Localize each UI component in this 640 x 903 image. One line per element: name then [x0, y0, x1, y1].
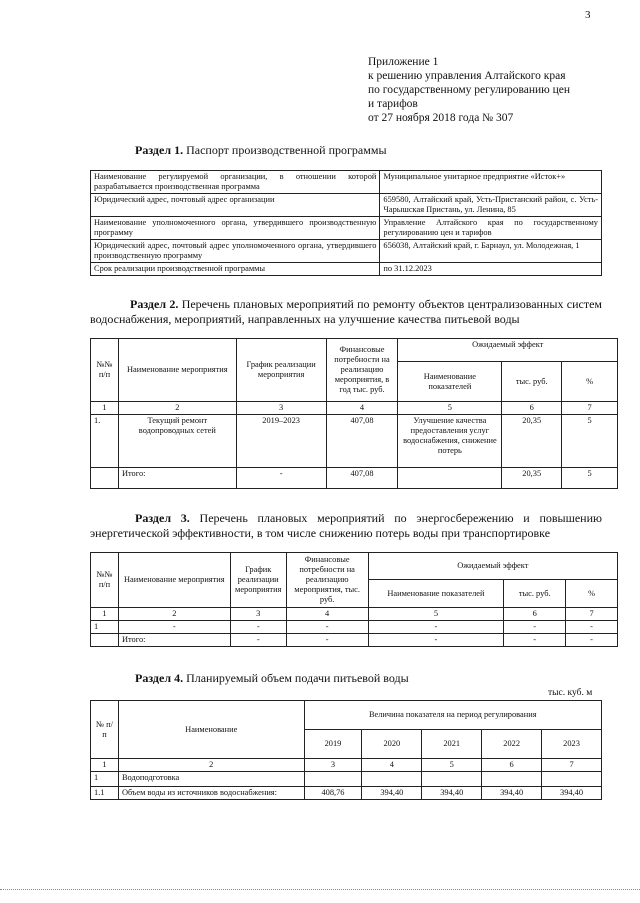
total-pct: 5 [562, 468, 618, 489]
page-bottom-divider [0, 889, 640, 890]
row-name: Текущий ремонт водопроводных сетей [118, 415, 236, 468]
table-row [91, 787, 602, 800]
row-indicator: Улучшение качества предоставления услуг водоснабжения, снижение потерь [398, 415, 502, 468]
passport-value: 659580, Алтайский край, Усть-Пристанский район, с. Усть-Чарышская Пристань, ул. Ленина, 85 [380, 194, 602, 217]
passport-value: Управление Алтайского края по государственному регулированию цен и тарифов [380, 217, 602, 240]
header-finance: Финансовые потребности на реализацию мероприятия, тыс. руб. [286, 553, 368, 608]
table-row [91, 171, 602, 194]
passport-value: Муниципальное унитарное предприятие «Исток+» [380, 171, 602, 194]
colnum: 3 [230, 608, 286, 621]
section1-title: Паспорт производственной программы [186, 143, 387, 157]
header-pct: % [566, 580, 618, 608]
row-value: 394,40 [362, 787, 422, 800]
section4-title: Планируемый объем подачи питьевой воды [186, 671, 409, 685]
passport-key: Юридический адрес, почтовый адрес организации [91, 194, 380, 217]
header-thous: тыс. руб. [504, 580, 566, 608]
passport-key: Наименование регулируемой организации, в отношении которой разрабатывается производственная программа [91, 171, 380, 194]
colnum: 3 [236, 402, 326, 415]
colnum: 7 [542, 759, 602, 772]
total-schedule: - [230, 634, 286, 647]
table-row [91, 553, 618, 580]
table-row [91, 468, 618, 489]
colnum: 7 [566, 608, 618, 621]
appendix-line: от 27 ноября 2018 года № 307 [368, 112, 514, 124]
header-year: 2023 [542, 730, 602, 759]
table-row [91, 634, 618, 647]
row-num: 1. [91, 415, 119, 468]
row-pct: 5 [562, 415, 618, 468]
header-schedule: График реализации мероприятия [236, 339, 326, 402]
section1-table [90, 170, 602, 276]
row-num: 1.1 [91, 787, 119, 800]
section2-table [90, 338, 618, 489]
row-value: 394,40 [482, 787, 542, 800]
table-row [91, 608, 618, 621]
header-pct: % [562, 362, 618, 402]
total-label: Итого: [118, 634, 230, 647]
passport-key: Наименование уполномоченного органа, утвердившего производственную программу [91, 217, 380, 240]
header-schedule: График реализации мероприятия [230, 553, 286, 608]
appendix-line: и тарифов [368, 98, 418, 110]
colnum: 3 [304, 759, 362, 772]
header-indicators: Наименование показателей [368, 580, 504, 608]
passport-key: Юридический адрес, почтовый адрес уполномоченного органа, утвердившего производственную программу [91, 240, 380, 263]
total-thous: 20,35 [502, 468, 562, 489]
row-pct: - [566, 621, 618, 634]
row-finance: - [286, 621, 368, 634]
table-row [91, 701, 602, 730]
section2-title: Перечень плановых мероприятий по ремонту объектов централизованных систем водоснабжения, мероприятий, направленных на улучшение качества питьевой воды [90, 297, 602, 326]
row-num: 1 [91, 772, 119, 787]
colnum: 2 [118, 402, 236, 415]
colnum: 2 [118, 608, 230, 621]
colnum: 1 [91, 759, 119, 772]
total-indicator: - [368, 634, 504, 647]
row-value: 394,40 [542, 787, 602, 800]
colnum: 7 [562, 402, 618, 415]
section1-heading [135, 143, 387, 158]
colnum: 2 [118, 759, 304, 772]
appendix-line: Приложение 1 [368, 56, 439, 68]
total-pct: - [566, 634, 618, 647]
header-name: Наименование мероприятия [118, 553, 230, 608]
header-effect: Ожидаемый эффект [398, 339, 618, 362]
section1-label: Раздел 1. [135, 143, 184, 157]
table-row [91, 194, 602, 217]
section4-heading [135, 671, 409, 686]
passport-value: 656038, Алтайский край, г. Барнаул, ул. Молодежная, 1 [380, 240, 602, 263]
header-year: 2021 [422, 730, 482, 759]
table-row [91, 263, 602, 276]
section3-title: Перечень плановых мероприятий по энергосбережению и повышению энергетической эффективности, в том числе снижению потерь воды при транспортировке [90, 511, 602, 540]
colnum: 4 [326, 402, 398, 415]
colnum: 6 [504, 608, 566, 621]
table-row [91, 621, 618, 634]
table-row [91, 772, 602, 787]
row-thous: 20,35 [502, 415, 562, 468]
row-name: Водоподготовка [118, 772, 304, 787]
section2-heading [90, 297, 602, 327]
table-row [91, 759, 602, 772]
unit-label: тыс. куб. м [548, 688, 593, 698]
appendix-line: по государственному регулированию цен [368, 84, 571, 96]
colnum: 6 [502, 402, 562, 415]
colnum: 1 [91, 608, 119, 621]
table-row [91, 217, 602, 240]
row-schedule: 2019–2023 [236, 415, 326, 468]
colnum: 4 [286, 608, 368, 621]
colnum: 1 [91, 402, 119, 415]
row-num: 1 [91, 621, 119, 634]
header-year: 2019 [304, 730, 362, 759]
header-year: 2022 [482, 730, 542, 759]
header-num: № п/п [91, 701, 119, 759]
colnum: 6 [482, 759, 542, 772]
colnum: 5 [398, 402, 502, 415]
total-thous: - [504, 634, 566, 647]
page-number: 3 [585, 9, 591, 21]
section4-label: Раздел 4. [135, 671, 184, 685]
colnum: 5 [368, 608, 504, 621]
row-schedule: - [230, 621, 286, 634]
row-value: 394,40 [422, 787, 482, 800]
row-name: - [118, 621, 230, 634]
header-period: Величина показателя на период регулирования [304, 701, 601, 730]
row-thous: - [504, 621, 566, 634]
total-finance: - [286, 634, 368, 647]
header-name: Наименование [118, 701, 304, 759]
header-year: 2020 [362, 730, 422, 759]
header-name: Наименование мероприятия [118, 339, 236, 402]
table-row [91, 415, 618, 468]
section3-label: Раздел 3. [135, 511, 190, 525]
header-num: №№ п/п [91, 339, 119, 402]
section2-label: Раздел 2. [130, 297, 179, 311]
appendix-line: к решению управления Алтайского края [368, 70, 566, 82]
table-row [91, 339, 618, 362]
total-finance: 407,08 [326, 468, 398, 489]
header-indicators: Наименование показателей [398, 362, 502, 402]
section3-heading [90, 511, 602, 541]
header-finance: Финансовые потребности на реализацию мероприятия, в год тыс. руб. [326, 339, 398, 402]
appendix-block [368, 55, 570, 125]
section3-table [90, 552, 618, 647]
total-schedule: - [236, 468, 326, 489]
passport-value: по 31.12.2023 [380, 263, 602, 276]
row-value: 408,76 [304, 787, 362, 800]
header-effect: Ожидаемый эффект [368, 553, 617, 580]
table-row [91, 402, 618, 415]
total-label: Итого: [118, 468, 236, 489]
table-row [91, 240, 602, 263]
row-name: Объем воды из источников водоснабжения: [118, 787, 304, 800]
colnum: 5 [422, 759, 482, 772]
row-indicator: - [368, 621, 504, 634]
header-num: №№ п/п [91, 553, 119, 608]
header-thous: тыс. руб. [502, 362, 562, 402]
row-finance: 407,08 [326, 415, 398, 468]
passport-key: Срок реализации производственной программы [91, 263, 380, 276]
section4-table [90, 700, 602, 800]
colnum: 4 [362, 759, 422, 772]
